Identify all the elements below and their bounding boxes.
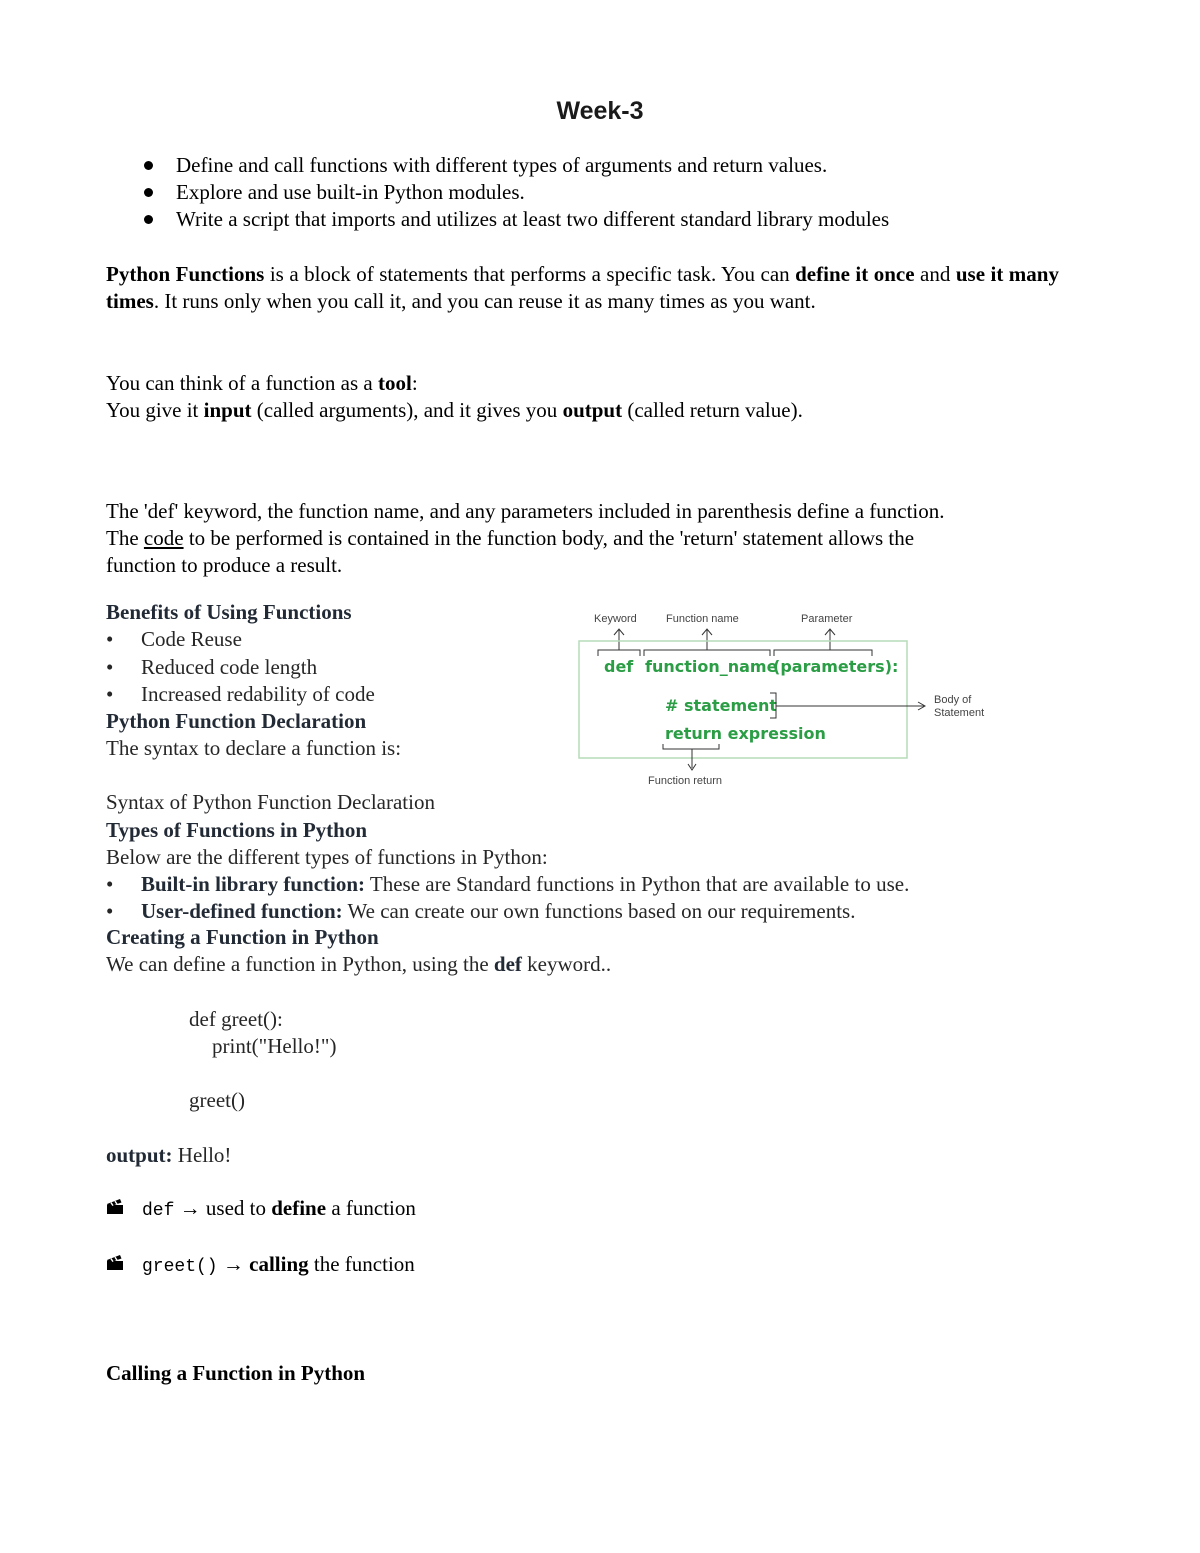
syntax-caption: Syntax of Python Function Declaration xyxy=(106,790,435,814)
diagram-label-keyword: Keyword xyxy=(594,613,637,625)
creating-text: We can define a function in Python, using the def keyword.. xyxy=(106,952,612,976)
tool-line-1: You can think of a function as a tool: xyxy=(106,371,418,395)
diagram-code-statement: # statement xyxy=(665,696,778,715)
inline-code: greet() xyxy=(142,1257,218,1277)
diagram-label-statement: Statement xyxy=(934,707,985,719)
list-item: • Built-in library function: These are Standard functions in Python that are available to use. xyxy=(106,872,910,896)
list-item: Write a script that imports and utilizes at least two different standard library modules xyxy=(176,207,890,231)
intro-term: Python Functions xyxy=(106,262,265,286)
output-line: output: Hello! xyxy=(106,1143,232,1167)
diagram-label-function-return: Function return xyxy=(648,775,722,786)
diagram-label-parameter: Parameter xyxy=(801,613,853,625)
intro-paragraph: Python Functions is a block of statements that performs a specific task. You can define it once and use it many times. It runs only when you call it, and you can reuse it as many times as you want. xyxy=(106,262,1059,313)
declaration-heading: Python Function Declaration xyxy=(106,709,367,733)
def-paragraph-line-3: function to produce a result. xyxy=(106,553,343,577)
list-item: • Reduced code length xyxy=(106,655,318,679)
types-intro: Below are the different types of functions in Python: xyxy=(106,845,548,869)
diagram-label-body: Body of xyxy=(934,694,972,706)
diagram-code-return: return expression xyxy=(665,724,826,743)
calling-heading: Calling a Function in Python xyxy=(106,1361,366,1385)
list-item: • User-defined function: We can create our own functions based on our requirements. xyxy=(106,899,856,923)
code-link[interactable]: code xyxy=(143,526,184,550)
clapper-board-icon xyxy=(106,1195,142,1222)
list-item: Define and call functions with different types of arguments and return values. xyxy=(176,152,889,179)
diagram-code-params: (parameters): xyxy=(773,657,899,676)
diagram-brackets xyxy=(598,629,872,656)
tool-line-2: You give it input (called arguments), and it gives you output (called return value). xyxy=(106,398,803,422)
list-item: • Code Reuse xyxy=(106,627,242,651)
def-paragraph-line-2: The code to be performed is contained in the function body, and the 'return' statement allows the xyxy=(106,526,915,550)
page-title: Week-3 xyxy=(556,97,644,125)
code-line: greet() xyxy=(189,1088,245,1112)
list-item: • Increased redability of code xyxy=(106,682,375,706)
diagram-code-name: function_name xyxy=(645,657,778,676)
benefits-heading: Benefits of Using Functions xyxy=(106,600,352,624)
clapper-board-icon xyxy=(106,1251,142,1278)
function-syntax-diagram xyxy=(576,606,1006,786)
objectives-list xyxy=(176,152,889,233)
declaration-text: The syntax to declare a function is: xyxy=(106,736,402,760)
code-line: print("Hello!") xyxy=(212,1034,337,1058)
def-paragraph-line-1: The 'def' keyword, the function name, and any parameters included in parenthesis define a function. xyxy=(106,499,945,523)
note-def: def → used to define a function xyxy=(106,1195,416,1225)
list-item: Explore and use built-in Python modules. xyxy=(176,179,889,206)
diagram-label-function-name: Function name xyxy=(666,613,739,625)
diagram-code-def: def xyxy=(604,657,634,676)
types-heading: Types of Functions in Python xyxy=(106,818,367,842)
code-line: def greet(): xyxy=(189,1007,283,1031)
inline-code: def xyxy=(142,1201,175,1221)
note-greet: greet() → calling the function xyxy=(106,1251,415,1281)
creating-heading: Creating a Function in Python xyxy=(106,925,379,949)
